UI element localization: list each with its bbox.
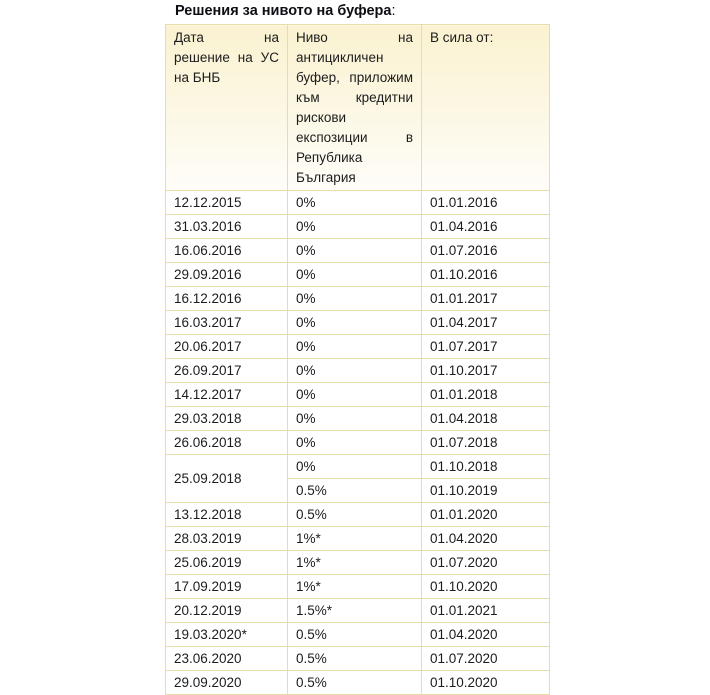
table-row <box>166 215 550 239</box>
cell-buffer-level: 0% <box>288 215 422 239</box>
table-row <box>166 551 550 575</box>
cell-decision-date: 26.09.2017 <box>166 359 288 383</box>
table-row <box>166 623 550 647</box>
cell-buffer-level: 0% <box>288 383 422 407</box>
page-title-text: Решения за нивото на буфера <box>175 3 392 19</box>
cell-decision-date: 19.03.2020* <box>166 623 288 647</box>
table-row <box>166 647 550 671</box>
cell-buffer-level: 0% <box>288 431 422 455</box>
cell-decision-date: 25.06.2019 <box>166 551 288 575</box>
cell-effective-date: 01.04.2016 <box>422 215 550 239</box>
cell-effective-date: 01.04.2018 <box>422 407 550 431</box>
table-row <box>166 383 550 407</box>
cell-decision-date: 13.12.2018 <box>166 503 288 527</box>
cell-effective-date: 01.07.2020 <box>422 647 550 671</box>
cell-decision-date: 14.12.2017 <box>166 383 288 407</box>
col-header-decision-date: Дата на решение на УС на БНБ <box>166 25 288 191</box>
cell-decision-date: 28.03.2019 <box>166 527 288 551</box>
cell-effective-date: 01.01.2018 <box>422 383 550 407</box>
col-header-buffer-level: Ниво на антицикличен буфер, приложим към кредитни рискови експозиции в Република България <box>288 25 422 191</box>
table-row <box>166 671 550 695</box>
cell-decision-date: 20.06.2017 <box>166 335 288 359</box>
cell-effective-date: 01.10.2018 <box>422 455 550 479</box>
table-row <box>166 335 550 359</box>
cell-decision-date: 20.12.2019 <box>166 599 288 623</box>
header-row <box>166 25 550 191</box>
table-row <box>166 575 550 599</box>
cell-effective-date: 01.10.2020 <box>422 575 550 599</box>
cell-buffer-level: 1%* <box>288 575 422 599</box>
cell-buffer-level: 0.5% <box>288 503 422 527</box>
cell-decision-date: 23.06.2020 <box>166 647 288 671</box>
cell-buffer-level: 0.5% <box>288 647 422 671</box>
cell-decision-date: 26.06.2018 <box>166 431 288 455</box>
table-row <box>166 431 550 455</box>
cell-buffer-level: 0% <box>288 335 422 359</box>
cell-decision-date: 29.03.2018 <box>166 407 288 431</box>
cell-decision-date: 12.12.2015 <box>166 191 288 215</box>
cell-buffer-level: 0% <box>288 191 422 215</box>
table-row <box>166 359 550 383</box>
table-row <box>166 527 550 551</box>
cell-effective-date: 01.07.2016 <box>422 239 550 263</box>
cell-decision-date: 29.09.2016 <box>166 263 288 287</box>
table-row <box>166 287 550 311</box>
cell-effective-date: 01.07.2020 <box>422 551 550 575</box>
cell-buffer-level: 0% <box>288 359 422 383</box>
cell-decision-date: 25.09.2018 <box>166 455 288 503</box>
buffer-level-decisions-table <box>165 24 550 695</box>
cell-buffer-level: 0% <box>288 455 422 479</box>
table-row <box>166 191 550 215</box>
cell-effective-date: 01.04.2020 <box>422 527 550 551</box>
cell-effective-date: 01.10.2019 <box>422 479 550 503</box>
cell-buffer-level: 0% <box>288 263 422 287</box>
cell-decision-date: 31.03.2016 <box>166 215 288 239</box>
cell-buffer-level: 0% <box>288 311 422 335</box>
table-row <box>166 455 550 479</box>
cell-buffer-level: 0.5% <box>288 479 422 503</box>
cell-buffer-level: 0.5% <box>288 671 422 695</box>
cell-effective-date: 01.10.2020 <box>422 671 550 695</box>
cell-effective-date: 01.01.2017 <box>422 287 550 311</box>
cell-effective-date: 01.07.2018 <box>422 431 550 455</box>
page-title-colon: : <box>391 3 396 19</box>
cell-effective-date: 01.10.2016 <box>422 263 550 287</box>
cell-buffer-level: 0% <box>288 239 422 263</box>
cell-buffer-level: 0.5% <box>288 623 422 647</box>
cell-decision-date: 16.06.2016 <box>166 239 288 263</box>
table-row <box>166 599 550 623</box>
cell-buffer-level: 1%* <box>288 551 422 575</box>
cell-effective-date: 01.07.2017 <box>422 335 550 359</box>
table-row <box>166 239 550 263</box>
table-row <box>166 263 550 287</box>
cell-effective-date: 01.01.2016 <box>422 191 550 215</box>
cell-effective-date: 01.10.2017 <box>422 359 550 383</box>
table-row <box>166 407 550 431</box>
cell-buffer-level: 1.5%* <box>288 599 422 623</box>
cell-decision-date: 16.03.2017 <box>166 311 288 335</box>
col-header-effective-from: В сила от: <box>422 25 550 191</box>
cell-decision-date: 29.09.2020 <box>166 671 288 695</box>
cell-buffer-level: 0% <box>288 287 422 311</box>
cell-buffer-level: 1%* <box>288 527 422 551</box>
table-body <box>166 191 550 695</box>
cell-buffer-level: 0% <box>288 407 422 431</box>
page-title <box>175 3 395 19</box>
table-row <box>166 311 550 335</box>
table-row <box>166 503 550 527</box>
cell-effective-date: 01.04.2017 <box>422 311 550 335</box>
cell-decision-date: 17.09.2019 <box>166 575 288 599</box>
cell-effective-date: 01.01.2020 <box>422 503 550 527</box>
cell-decision-date: 16.12.2016 <box>166 287 288 311</box>
cell-effective-date: 01.01.2021 <box>422 599 550 623</box>
cell-effective-date: 01.04.2020 <box>422 623 550 647</box>
